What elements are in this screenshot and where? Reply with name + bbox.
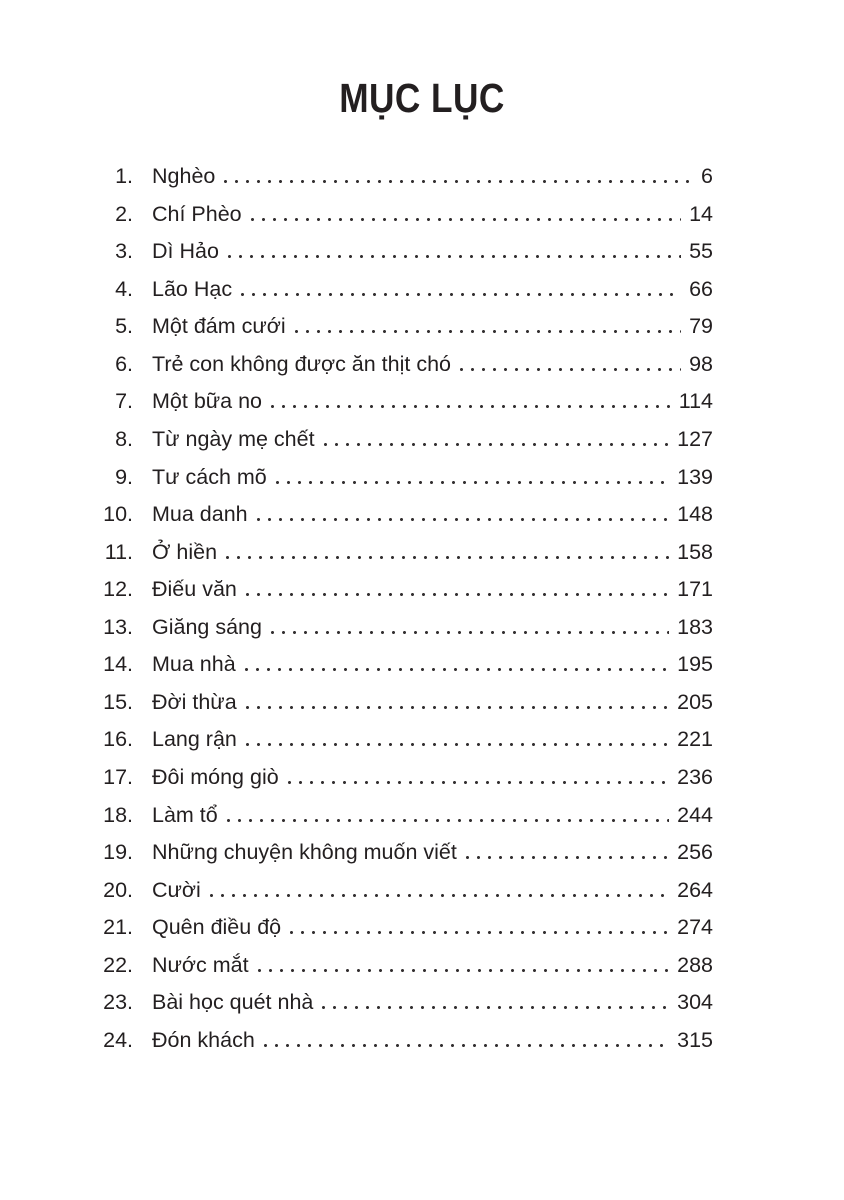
page-title: MỤC LỤC [339,75,505,121]
entry-number: 4. [115,276,133,301]
entry-page: 195 [677,652,713,677]
entry-title: Đón khách [152,1027,255,1052]
entry-page: 236 [677,765,713,789]
entry-number: 7. [115,389,133,414]
entry-page: 171 [677,577,713,602]
entry-title: Chí Phèo [152,201,242,226]
entry-title: Giăng sáng [152,614,262,639]
toc-entry [95,984,713,1022]
entry-page: 264 [677,877,713,902]
entry-number: 12. [103,577,133,602]
entry-number: 10. [103,502,133,527]
entry-number: 16. [103,727,133,752]
toc-list [95,158,713,1060]
dot-leader [290,931,669,934]
entry-number: 18. [103,802,133,827]
entry-title: Một bữa no [152,389,263,414]
entry-title: Nước mắt [152,952,249,977]
entry-page: 288 [677,952,713,977]
entry-number: 3. [115,239,133,264]
toc-entry [95,721,713,759]
entry-page: 148 [677,502,713,527]
toc-entry [95,759,713,797]
toc-entry [95,1022,713,1060]
dot-leader [264,1044,669,1047]
dot-leader [226,556,669,559]
toc-entry [95,383,713,421]
entry-title: Làm tổ [152,802,218,827]
toc-entry [95,872,713,910]
dot-leader [251,218,681,221]
dot-leader [257,518,669,521]
dot-leader [246,706,669,709]
entry-page: 244 [677,802,713,827]
entry-number: 9. [115,464,133,489]
entry-page: 256 [677,840,713,865]
entry-title: Cười [152,877,201,902]
dot-leader [241,293,681,296]
dot-leader [245,668,669,671]
entry-title: Đôi móng giò [152,765,279,789]
entry-title: Một đám cưới [152,314,286,339]
entry-title: Mua nhà [152,652,236,677]
entry-title: Điếu văn [152,577,237,602]
entry-page: 6 [701,164,713,188]
dot-leader [276,481,669,484]
entry-page: 221 [677,727,713,752]
entry-title: Mua danh [152,502,248,527]
entry-page: 139 [677,464,713,489]
dot-leader [271,631,669,634]
entry-number: 8. [115,426,133,451]
toc-entry [95,571,713,609]
entry-page: 114 [678,389,713,414]
toc-entry [95,271,713,309]
entry-number: 11. [104,539,133,564]
entry-number: 14. [103,652,133,677]
entry-title: Dì Hảo [152,239,219,264]
dot-leader [466,856,669,859]
toc-entry [95,684,713,722]
entry-number: 21. [103,915,133,940]
dot-leader [246,743,669,746]
entry-title: Tư cách mõ [152,464,267,489]
entry-title: Đời thừa [152,689,237,714]
toc-entry [95,346,713,384]
entry-page: 79 [689,314,713,339]
entry-number: 20. [103,877,133,902]
entry-title: Ở hiền [152,539,218,564]
dot-leader [227,819,669,822]
toc-entry [95,834,713,872]
dot-leader [210,894,669,897]
entry-page: 98 [689,351,713,376]
toc-entry [95,421,713,459]
toc-entry [95,496,713,534]
entry-number: 23. [103,990,133,1015]
toc-entry [95,196,713,234]
entry-number: 2. [115,201,133,226]
entry-number: 13. [103,614,133,639]
dot-leader [460,368,681,371]
toc-entry [95,646,713,684]
entry-title: Bài học quét nhà [152,990,314,1015]
dot-leader [271,405,671,408]
toc-entry [95,609,713,647]
entry-number: 22. [103,952,133,977]
dot-leader [228,255,681,258]
dot-leader [246,593,669,596]
dot-leader [295,330,681,333]
entry-title: Từ ngày mẹ chết [152,426,315,451]
toc-entry [95,459,713,497]
dot-leader [224,180,693,183]
entry-number: 15. [103,689,133,714]
dot-leader [324,443,670,446]
entry-title: Lang rận [152,727,237,752]
entry-number: 24. [103,1027,133,1052]
entry-title: Trẻ con không được ăn thịt chó [152,351,451,376]
entry-number: 19. [103,840,133,865]
entry-number: 1. [115,164,133,188]
entry-title: Quên điều độ [152,915,282,940]
entry-title: Nghèo [152,164,216,188]
toc-entry [95,308,713,346]
entry-page: 127 [677,426,713,451]
entry-page: 158 [677,539,713,564]
dot-leader [322,1006,669,1009]
entry-page: 205 [677,689,713,714]
entry-page: 14 [689,201,713,226]
entry-title: Những chuyện không muốn viết [152,840,457,865]
entry-page: 55 [689,239,713,264]
toc-entry [95,909,713,947]
entry-page: 274 [677,915,713,940]
entry-number: 6. [115,351,133,376]
entry-number: 5. [115,314,133,339]
entry-page: 304 [677,990,713,1015]
dot-leader [288,781,669,784]
toc-entry [95,947,713,985]
toc-entry [95,534,713,572]
entry-page: 66 [689,276,713,301]
toc-entry [95,233,713,271]
toc-entry [95,158,713,196]
toc-entry [95,797,713,835]
entry-title: Lão Hạc [152,276,233,301]
dot-leader [258,969,670,972]
entry-page: 183 [677,614,713,639]
entry-number: 17. [103,765,133,789]
entry-page: 315 [677,1027,713,1052]
